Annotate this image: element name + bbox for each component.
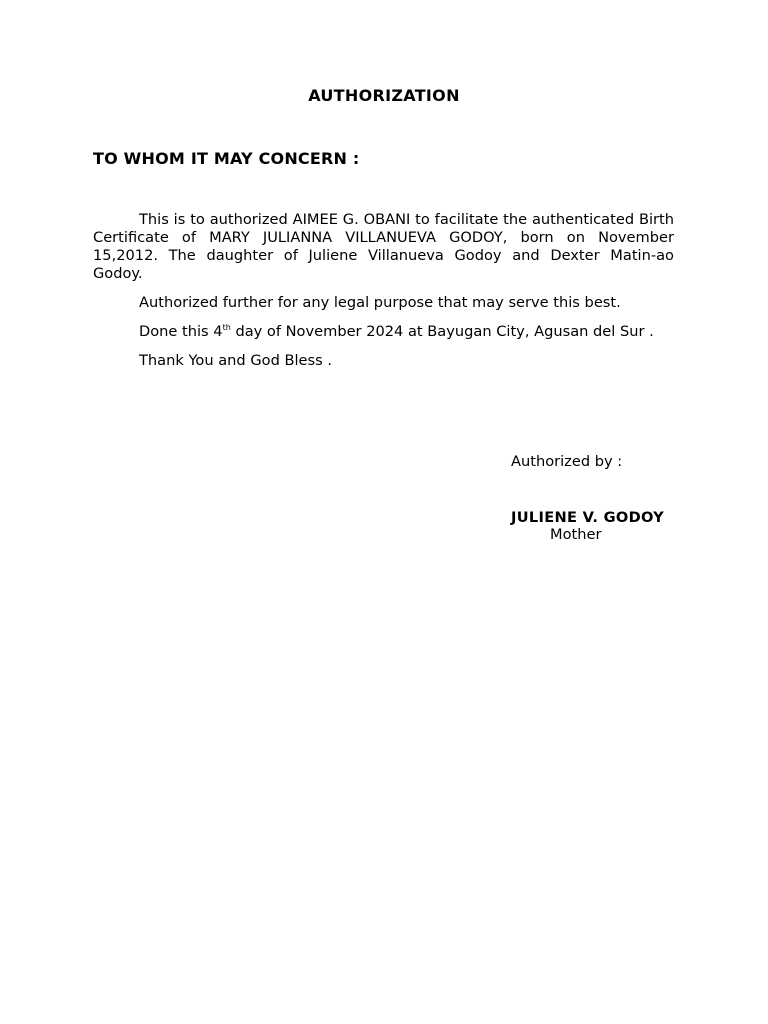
signer-role: Mother [550, 526, 602, 543]
paragraph-date-place [93, 323, 674, 341]
ordinal-suffix: th [222, 323, 231, 333]
salutation: TO WHOM IT MAY CONCERN : [93, 149, 360, 168]
paragraph-authorization: This is to authorized AIMEE G. OBANI to facilitate the authenticated Birth Certificate of MARY JULIANNA VILLANUEVA GODOY, born on November 15,2012. The daughter of Juliene Villanueva Godoy and Dexter Matin-ao Godoy. [93, 211, 674, 282]
signer-name: JULIENE V. GODOY [511, 509, 665, 526]
document-title: AUTHORIZATION [308, 86, 460, 105]
letter-body [93, 211, 674, 381]
date-text-after: day of November 2024 at Bayugan City, Agusan del Sur . [230, 323, 654, 340]
paragraph-closing: Thank You and God Bless . [139, 352, 333, 369]
date-text-before: Done this 4 [139, 323, 223, 340]
authorized-by-label: Authorized by : [511, 453, 623, 470]
paragraph-purpose: Authorized further for any legal purpose that may serve this best. [139, 294, 621, 311]
